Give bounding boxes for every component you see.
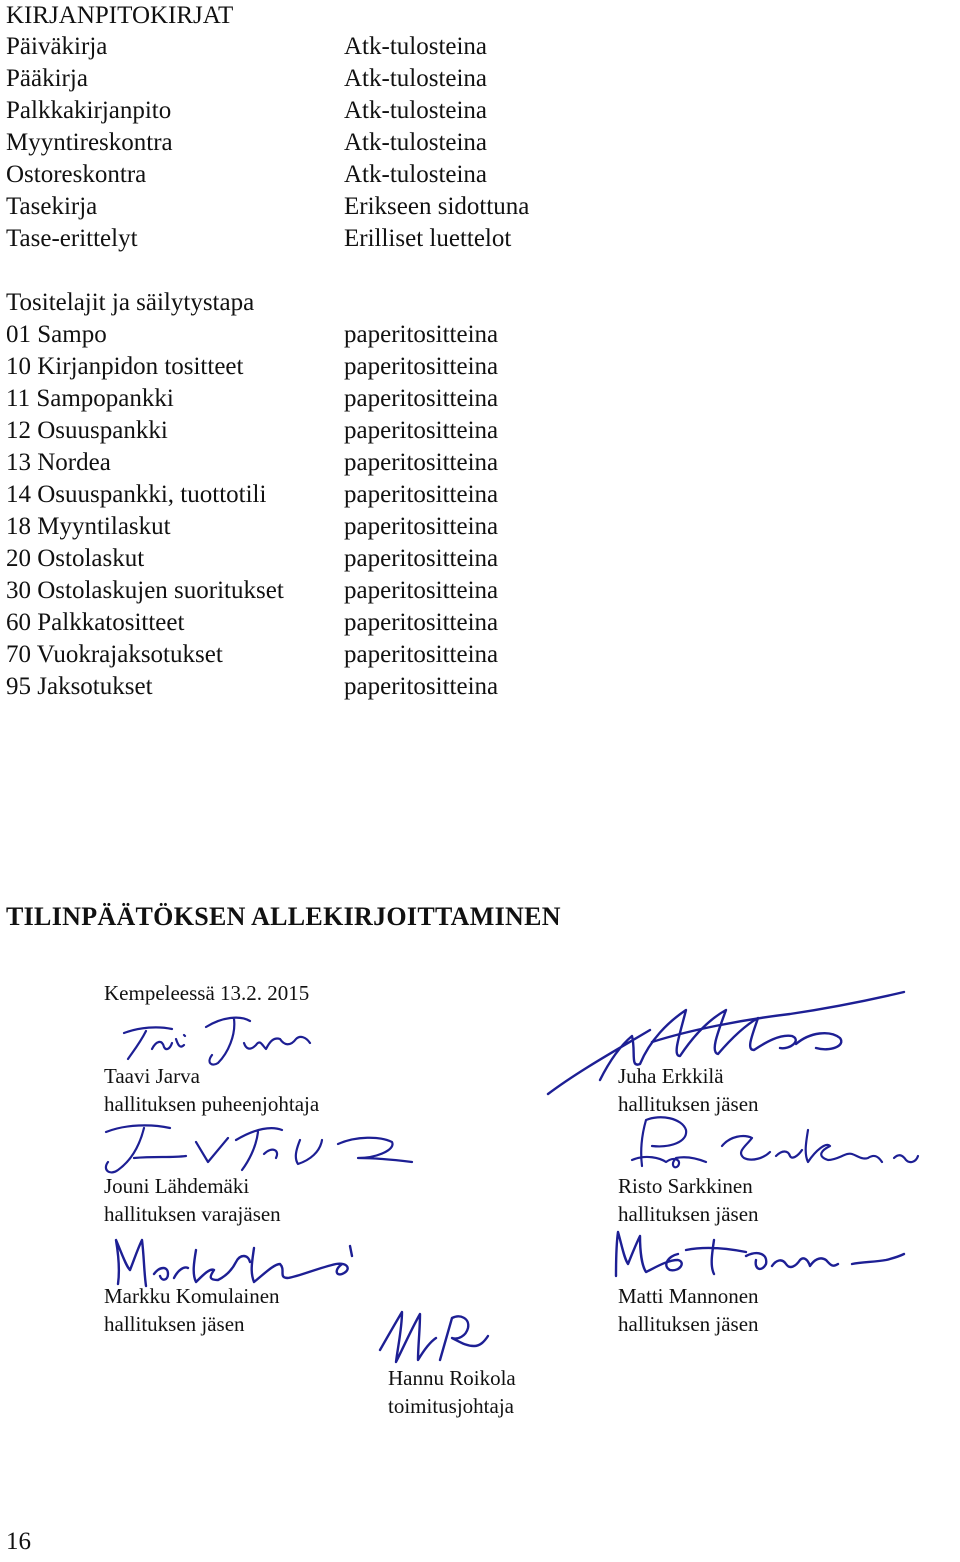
section-heading-tositelajit: Tositelajit ja säilytystapa — [6, 289, 255, 316]
signature-taavi-jarva — [110, 1005, 330, 1070]
signer-block — [104, 1172, 281, 1228]
place-and-date: Kempeleessä 13.2. 2015 — [104, 981, 310, 1005]
voucher-type: 70 Vuokrajaksotukset — [6, 641, 223, 668]
book-storage: Atk-tulosteina — [344, 65, 488, 92]
signer-block — [388, 1364, 516, 1420]
table-row — [6, 447, 946, 479]
signing-section-title: TILINPÄÄTÖKSEN ALLEKIRJOITTAMINEN — [6, 902, 561, 931]
voucher-type: 30 Ostolaskujen suoritukset — [6, 577, 284, 604]
book-name: Tase-erittelyt — [6, 225, 138, 252]
voucher-storage: paperitositteina — [344, 321, 499, 348]
signer-role: hallituksen jäsen — [618, 1092, 759, 1116]
voucher-type: 01 Sampo — [6, 321, 107, 348]
signer-name: Risto Sarkkinen — [618, 1174, 753, 1198]
voucher-storage: paperitositteina — [344, 513, 499, 540]
signature-stroke — [796, 1033, 841, 1049]
table-row — [6, 319, 946, 351]
voucher-type: 10 Kirjanpidon tositteet — [6, 353, 244, 380]
signature-stroke — [894, 1155, 918, 1162]
signer-role: toimitusjohtaja — [388, 1394, 514, 1418]
voucher-storage: paperitositteina — [344, 481, 499, 508]
book-name: Pääkirja — [6, 65, 88, 92]
book-name: Ostoreskontra — [6, 161, 147, 188]
signature-stroke — [632, 1117, 706, 1167]
signer-role: hallituksen jäsen — [104, 1312, 245, 1336]
table-row — [6, 511, 946, 543]
book-storage: Atk-tulosteina — [344, 33, 488, 60]
signer-role: hallituksen puheenjohtaja — [104, 1092, 320, 1116]
voucher-storage: paperitositteina — [344, 417, 499, 444]
voucher-type: 95 Jaksotukset — [6, 673, 153, 700]
table-row — [6, 671, 946, 703]
table-row — [6, 383, 946, 415]
signature-stroke — [652, 992, 904, 1042]
book-storage: Atk-tulosteina — [344, 129, 488, 156]
signature-stroke — [154, 1246, 352, 1282]
book-storage: Atk-tulosteina — [344, 161, 488, 188]
signature-stroke — [206, 1018, 310, 1065]
table-row — [6, 543, 946, 575]
signature-stroke — [296, 1138, 412, 1164]
table-row — [6, 639, 946, 671]
voucher-type: 14 Osuuspankki, tuottotili — [6, 481, 267, 508]
book-name: Myyntireskontra — [6, 129, 173, 156]
signer-role: hallituksen jäsen — [618, 1202, 759, 1226]
voucher-storage: paperitositteina — [344, 385, 499, 412]
signer-role: hallituksen jäsen — [618, 1312, 759, 1336]
voucher-storage: paperitositteina — [344, 673, 499, 700]
voucher-storage: paperitositteina — [344, 353, 499, 380]
table-row — [6, 607, 946, 639]
voucher-type: 20 Ostolaskut — [6, 545, 145, 572]
signer-name: Matti Mannonen — [618, 1284, 759, 1308]
signer-name: Markku Komulainen — [104, 1284, 280, 1308]
signer-name: Taavi Jarva — [104, 1064, 200, 1088]
signer-name: Jouni Lähdemäki — [104, 1174, 250, 1198]
table-row — [6, 479, 946, 511]
table-row — [6, 127, 946, 159]
voucher-storage: paperitositteina — [344, 449, 499, 476]
table-row — [6, 95, 946, 127]
signature-stroke — [116, 1240, 146, 1286]
book-name: Tasekirja — [6, 193, 98, 220]
voucher-storage: paperitositteina — [344, 609, 499, 636]
signature-stroke — [380, 1312, 436, 1362]
book-storage: Erikseen sidottuna — [344, 193, 530, 220]
book-name: Palkkakirjanpito — [6, 97, 172, 124]
table-row — [6, 63, 946, 95]
voucher-type: 60 Palkkatositteet — [6, 609, 185, 636]
voucher-storage: paperitositteina — [344, 545, 499, 572]
page-number: 16 — [6, 1528, 31, 1555]
table-row — [6, 31, 946, 63]
book-name: Päiväkirja — [6, 33, 108, 60]
voucher-type: 11 Sampopankki — [6, 385, 174, 412]
signer-name: Hannu Roikola — [388, 1366, 516, 1390]
signer-role: hallituksen varajäsen — [104, 1202, 281, 1226]
voucher-storage: paperitositteina — [344, 577, 499, 604]
table-row — [6, 223, 946, 255]
signature-stroke — [616, 1232, 746, 1276]
voucher-type: 18 Myyntilaskut — [6, 513, 171, 540]
signature-stroke — [124, 1027, 185, 1059]
signature-stroke — [440, 1316, 488, 1360]
table-row — [6, 191, 946, 223]
signature-stroke — [722, 1130, 882, 1162]
book-storage: Erilliset luettelot — [344, 225, 512, 252]
table-row — [6, 575, 946, 607]
section-heading-kirjanpitokirjat: KIRJANPITOKIRJAT — [6, 2, 234, 29]
signature-risto-sarkkinen — [626, 1110, 926, 1180]
signature-stroke — [746, 1253, 904, 1269]
signature-stroke — [106, 1125, 186, 1172]
voucher-type: 12 Osuuspankki — [6, 417, 168, 444]
signature-stroke — [196, 1128, 282, 1170]
table-row — [6, 159, 946, 191]
signer-name: Juha Erkkilä — [618, 1064, 724, 1088]
table-row — [6, 415, 946, 447]
signer-block — [618, 1282, 759, 1338]
book-storage: Atk-tulosteina — [344, 97, 488, 124]
signer-block — [104, 1282, 280, 1338]
voucher-type: 13 Nordea — [6, 449, 111, 476]
table-row — [6, 351, 946, 383]
signer-block — [618, 1172, 759, 1228]
voucher-storage: paperitositteina — [344, 641, 499, 668]
signer-block — [104, 1062, 319, 1118]
